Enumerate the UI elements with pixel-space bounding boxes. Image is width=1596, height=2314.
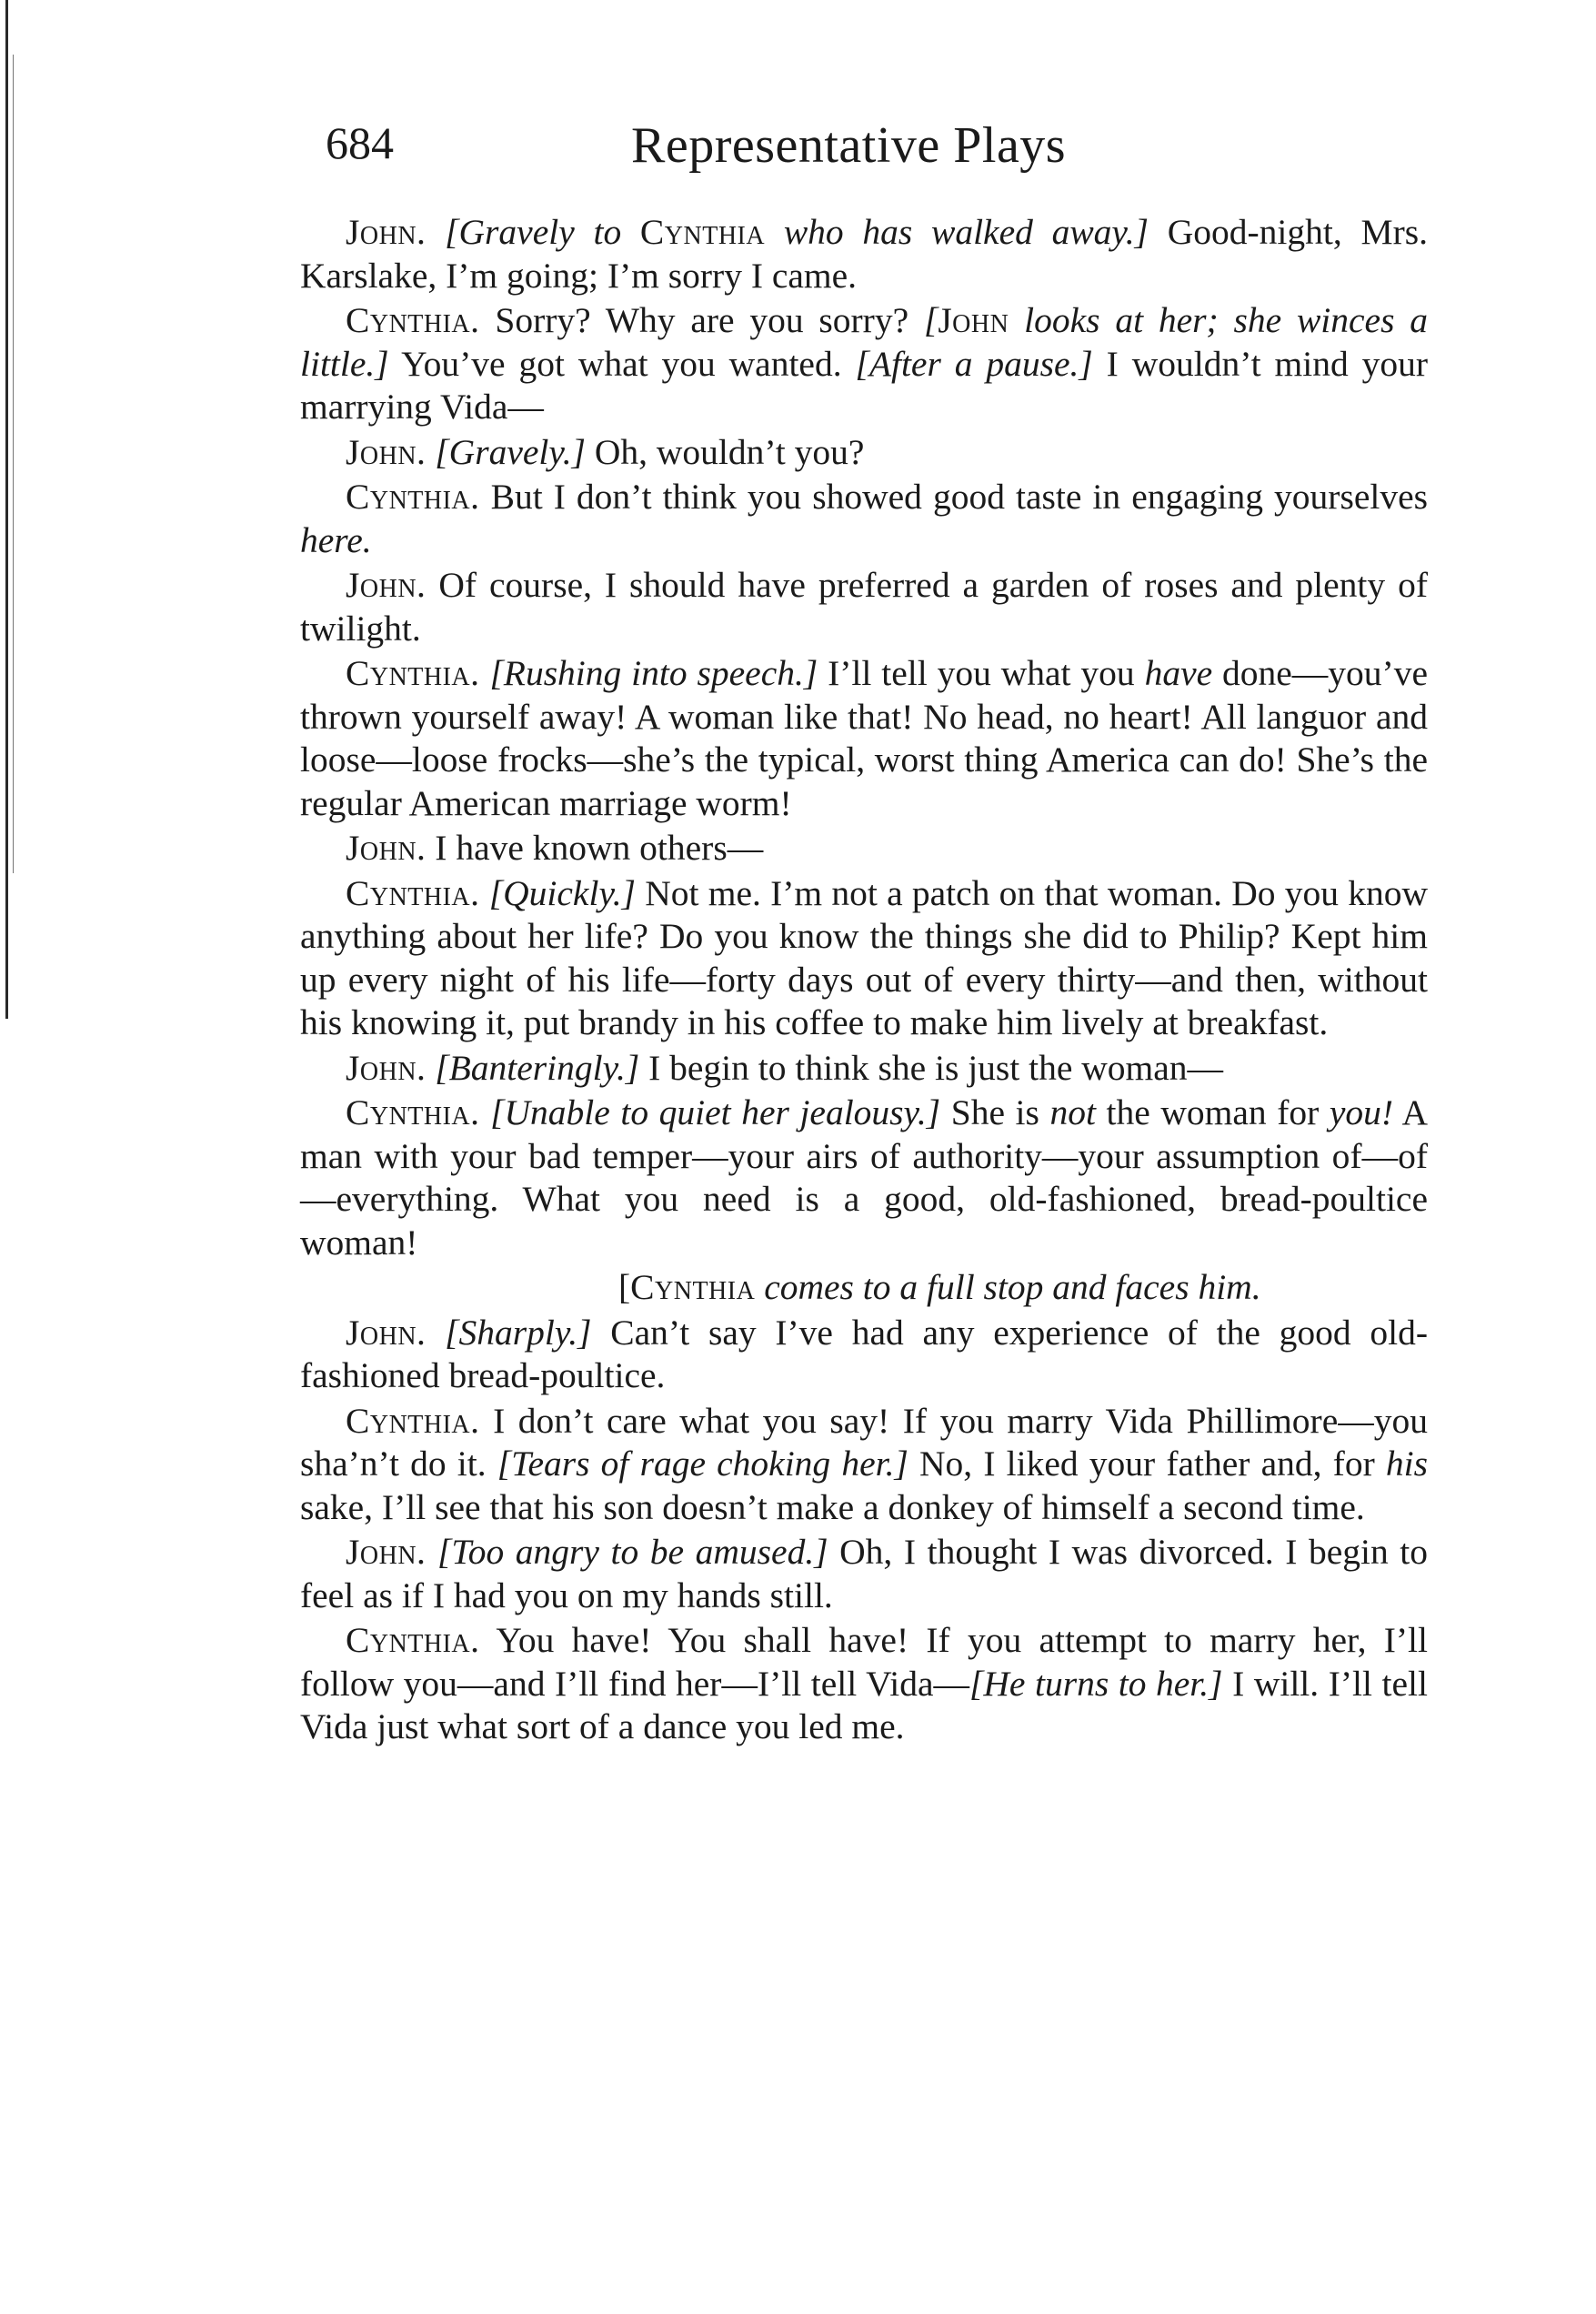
dialogue-text: I have known others— — [426, 828, 764, 868]
dialogue-text: I wouldn’t mind your marrying Vida— — [300, 343, 1428, 427]
dialogue-paragraph — [300, 1047, 1428, 1091]
speaker-name: John. — [346, 431, 427, 472]
speaker-name: John. — [346, 565, 427, 605]
stage-direction: [Unable to quiet her jealousy.] — [490, 1092, 941, 1132]
dialogue-paragraph — [300, 652, 1428, 825]
stage-direction: [After a pause.] — [855, 343, 1093, 384]
dialogue-text: I’ll tell you what you — [818, 653, 1145, 693]
stage-direction: [ — [923, 300, 939, 340]
stage-direction: [Gravely to — [445, 212, 640, 252]
dialogue-paragraph — [300, 564, 1428, 650]
dialogue-text: A man with your bad temper—your airs of authority—your assumption of—of—everything. What you need is a good, old-fashioned, bread-poultice woman! — [300, 1092, 1428, 1263]
speaker-name: Cynthia. — [346, 1092, 480, 1132]
dialogue-paragraph — [300, 872, 1428, 1045]
running-head — [326, 116, 1453, 189]
dialogue-text: Can’t say I’ve had any experience of the good old-fashioned bread-poultice. — [300, 1312, 1428, 1395]
dialogue-paragraph — [300, 1312, 1428, 1398]
dialogue-paragraph — [300, 299, 1428, 429]
emphasis-text: his — [1385, 1444, 1429, 1484]
dialogue-paragraph — [300, 431, 1428, 475]
dialogue-text: done—you’ve thrown yourself away! A woman like that! No head, no heart! All languor and loose—loose frocks—she’s the typical, worst thing America can do! She’s the regular American marriage worm! — [300, 653, 1428, 823]
dialogue-text: the woman for — [1095, 1092, 1330, 1132]
inline-speaker-name: John — [938, 300, 1009, 340]
emphasis-text: have — [1144, 653, 1213, 693]
dialogue-text: I begin to think she is just the woman— — [639, 1047, 1224, 1088]
speaker-name: John. — [346, 212, 427, 252]
stage-direction: who has walked away.] — [765, 212, 1149, 252]
stage-direction: comes to a full stop and faces him. — [755, 1267, 1261, 1307]
dialogue-paragraph — [300, 211, 1428, 297]
speaker-name: John. — [346, 828, 427, 868]
dialogue-text: Good-night, Mrs. Karslake, I’m going; I’m sorry I came. — [300, 212, 1428, 296]
page-number: 684 — [326, 117, 394, 168]
dialogue-paragraph — [300, 476, 1428, 562]
speaker-name: John. — [346, 1532, 427, 1572]
dialogue-text: sake, I’ll see that his son doesn’t make a donkey of himself a second time. — [300, 1486, 1365, 1527]
speaker-name: Cynthia. — [346, 1400, 480, 1441]
running-title: Representative Plays — [631, 117, 1067, 174]
speaker-name: Cynthia. — [346, 872, 480, 913]
dialogue-paragraph — [300, 1619, 1428, 1749]
speaker-name: Cynthia. — [346, 653, 480, 693]
emphasis-text: not — [1049, 1092, 1096, 1132]
dialogue-text: Sorry? Why are you sorry? — [479, 300, 924, 340]
dialogue-paragraph — [300, 1092, 1428, 1264]
dialogue-text: Oh, wouldn’t you? — [585, 431, 865, 472]
speaker-name: Cynthia. — [346, 1620, 480, 1660]
dialogue-text: She is — [940, 1092, 1050, 1132]
dialogue-text: I don’t care what you say! If you marry Vida Phillimore—you sha’n’t do it. — [300, 1400, 1428, 1484]
stage-direction: [Sharply.] — [445, 1312, 592, 1353]
stage-direction: [Tears of rage choking her.] — [497, 1444, 908, 1484]
stage-direction: [He turns to her.] — [969, 1663, 1223, 1704]
inline-speaker-name: Cynthia — [639, 212, 766, 252]
play-text — [300, 211, 1428, 1751]
emphasis-text: you! — [1329, 1092, 1394, 1132]
speaker-name: John. — [346, 1047, 427, 1088]
dialogue-text: Not me. I’m not a patch on that woman. Do you know anything about her life? Do you know the things she did to Philip? Kept him up every night of his life—forty days out of every thirty—and then, without his knowing it, put brandy in his coffee to make him lively at breakfast. — [300, 872, 1428, 1042]
stage-direction: [Gravely.] — [435, 431, 586, 472]
stage-direction: looks at her; she winces a little.] — [300, 300, 1429, 384]
emphasis-text: here. — [300, 519, 372, 560]
dialogue-paragraph — [300, 1531, 1428, 1617]
stage-direction: [Banteringly.] — [435, 1047, 640, 1088]
dialogue-text: Oh, I thought I was divorced. I begin to feel as if I had you on my hands still. — [300, 1532, 1428, 1615]
page-binding-edge-faint — [13, 55, 14, 873]
stage-direction: [Rushing into speech.] — [489, 653, 818, 693]
inline-speaker-name: Cynthia — [630, 1267, 756, 1307]
dialogue-text: I will. I’ll tell Vida just what sort of a dance you led me. — [300, 1663, 1428, 1746]
dialogue-paragraph — [300, 827, 1428, 870]
page-binding-edge — [5, 0, 8, 1019]
speaker-name: John. — [346, 1312, 427, 1353]
dialogue-text: But I don’t think you showed good taste in engaging yourselves — [479, 477, 1428, 517]
speaker-name: Cynthia. — [346, 300, 480, 340]
stage-direction-line — [300, 1266, 1428, 1310]
stage-direction: [Quickly.] — [488, 872, 637, 913]
dialogue-text: You’ve got what you wanted. — [388, 343, 856, 384]
stage-direction-bracket: [ — [618, 1267, 631, 1307]
dialogue-text: No, I liked your father and, for — [908, 1444, 1386, 1484]
dialogue-paragraph — [300, 1400, 1428, 1530]
speaker-name: Cynthia. — [346, 477, 480, 517]
dialogue-text: You have! You shall have! If you attempt to marry her, I’ll follow you—and I’ll find her—I’ll tell Vida— — [300, 1620, 1428, 1704]
dialogue-text: Of course, I should have preferred a garden of roses and plenty of twilight. — [300, 565, 1428, 649]
stage-direction: [Too angry to be amused.] — [437, 1532, 828, 1572]
